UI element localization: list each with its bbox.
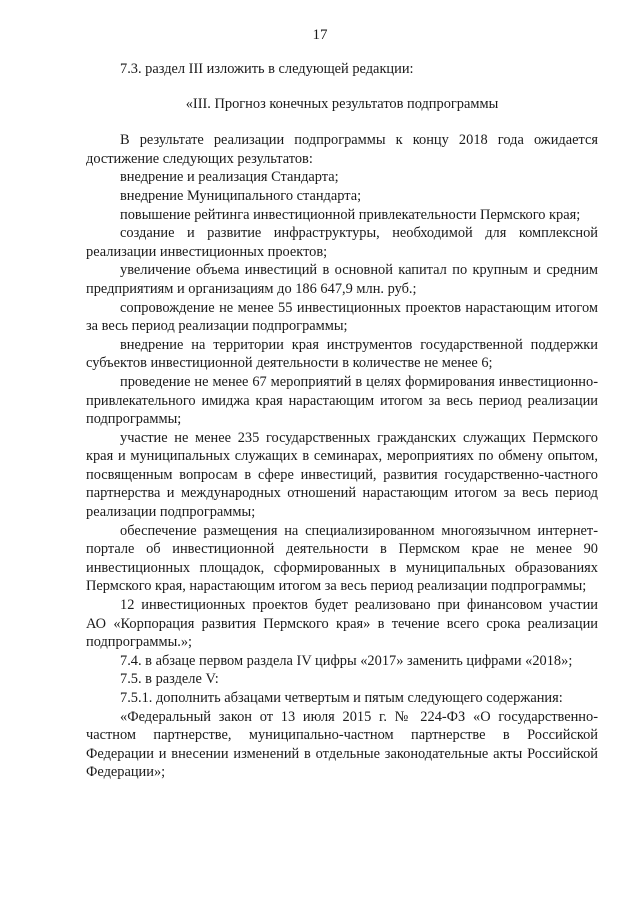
paragraph: В результате реализации подпрограммы к концу 2018 года ожидается достижение следующих результатов: xyxy=(86,132,598,167)
paragraph: обеспечение размещения на специализированном многоязычном интернет-портале об инвестиционной деятельности в Пермском крае не менее 90 инвестиционных площадок, сформированных в муниципальных образованиях Пермского края, нарастающим итогом за весь период реализации подпрограммы; xyxy=(86,522,598,595)
paragraph-section-intro: 7.3. раздел III изложить в следующей редакции: xyxy=(120,61,414,77)
paragraph: 7.5.1. дополнить абзацами четвертым и пятым следующего содержания: xyxy=(120,690,563,706)
paragraph: участие не менее 235 государственных гражданских служащих Пермского края и муниципальных служащих в семинарах, мероприятиях по обмену опытом, посвященным вопросам в сфере инвестиций, развития государственно-частного партнерства и международных отношений нарастающим итогом за весь период реализации подпрограммы; xyxy=(86,429,598,521)
paragraph: повышение рейтинга инвестиционной привлекательности Пермского края; xyxy=(120,206,581,223)
paragraph: сопровождение не менее 55 инвестиционных проектов нарастающим итогом за весь период реализации подпрограммы; xyxy=(86,299,598,335)
paragraph: внедрение Муниципального стандарта; xyxy=(120,187,362,204)
page-number: 17 xyxy=(312,27,328,43)
document-body xyxy=(86,60,598,782)
paragraph: проведение не менее 67 мероприятий в целях формирования инвестиционно-привлекательного имиджа края нарастающим итогом за весь период реализации подпрограммы; xyxy=(86,373,598,428)
paragraph: 7.5. в разделе V: xyxy=(120,671,219,688)
paragraph: 7.4. в абзаце первом раздела IV цифры «2017» заменить цифрами «2018»; xyxy=(120,652,573,669)
section-heading: «III. Прогноз конечных результатов подпрограммы xyxy=(185,95,499,112)
paragraph: увеличение объема инвестиций в основной капитал по крупным и средним предприятиям и организациям до 186 647,9 млн. руб.; xyxy=(86,262,598,297)
paragraph: создание и развитие инфраструктуры, необходимой для комплексной реализации инвестиционных проектов; xyxy=(86,225,598,260)
paragraph: «Федеральный закон от 13 июля 2015 г. № 224-ФЗ «О государственно-частном партнерстве, муниципально-частном партнерстве в Российской Федерации и внесении изменений в отдельные законодательные акты Российской Федерации»; xyxy=(86,708,598,781)
paragraph: внедрение на территории края инструментов государственной поддержки субъектов инвестиционной деятельности в количестве не менее 6; xyxy=(86,336,598,372)
paragraph: внедрение и реализация Стандарта; xyxy=(120,169,339,186)
paragraph: 12 инвестиционных проектов будет реализовано при финансовом участии АО «Корпорация развития Пермского края» в течение всего срока реализации подпрограммы.»; xyxy=(86,597,598,651)
